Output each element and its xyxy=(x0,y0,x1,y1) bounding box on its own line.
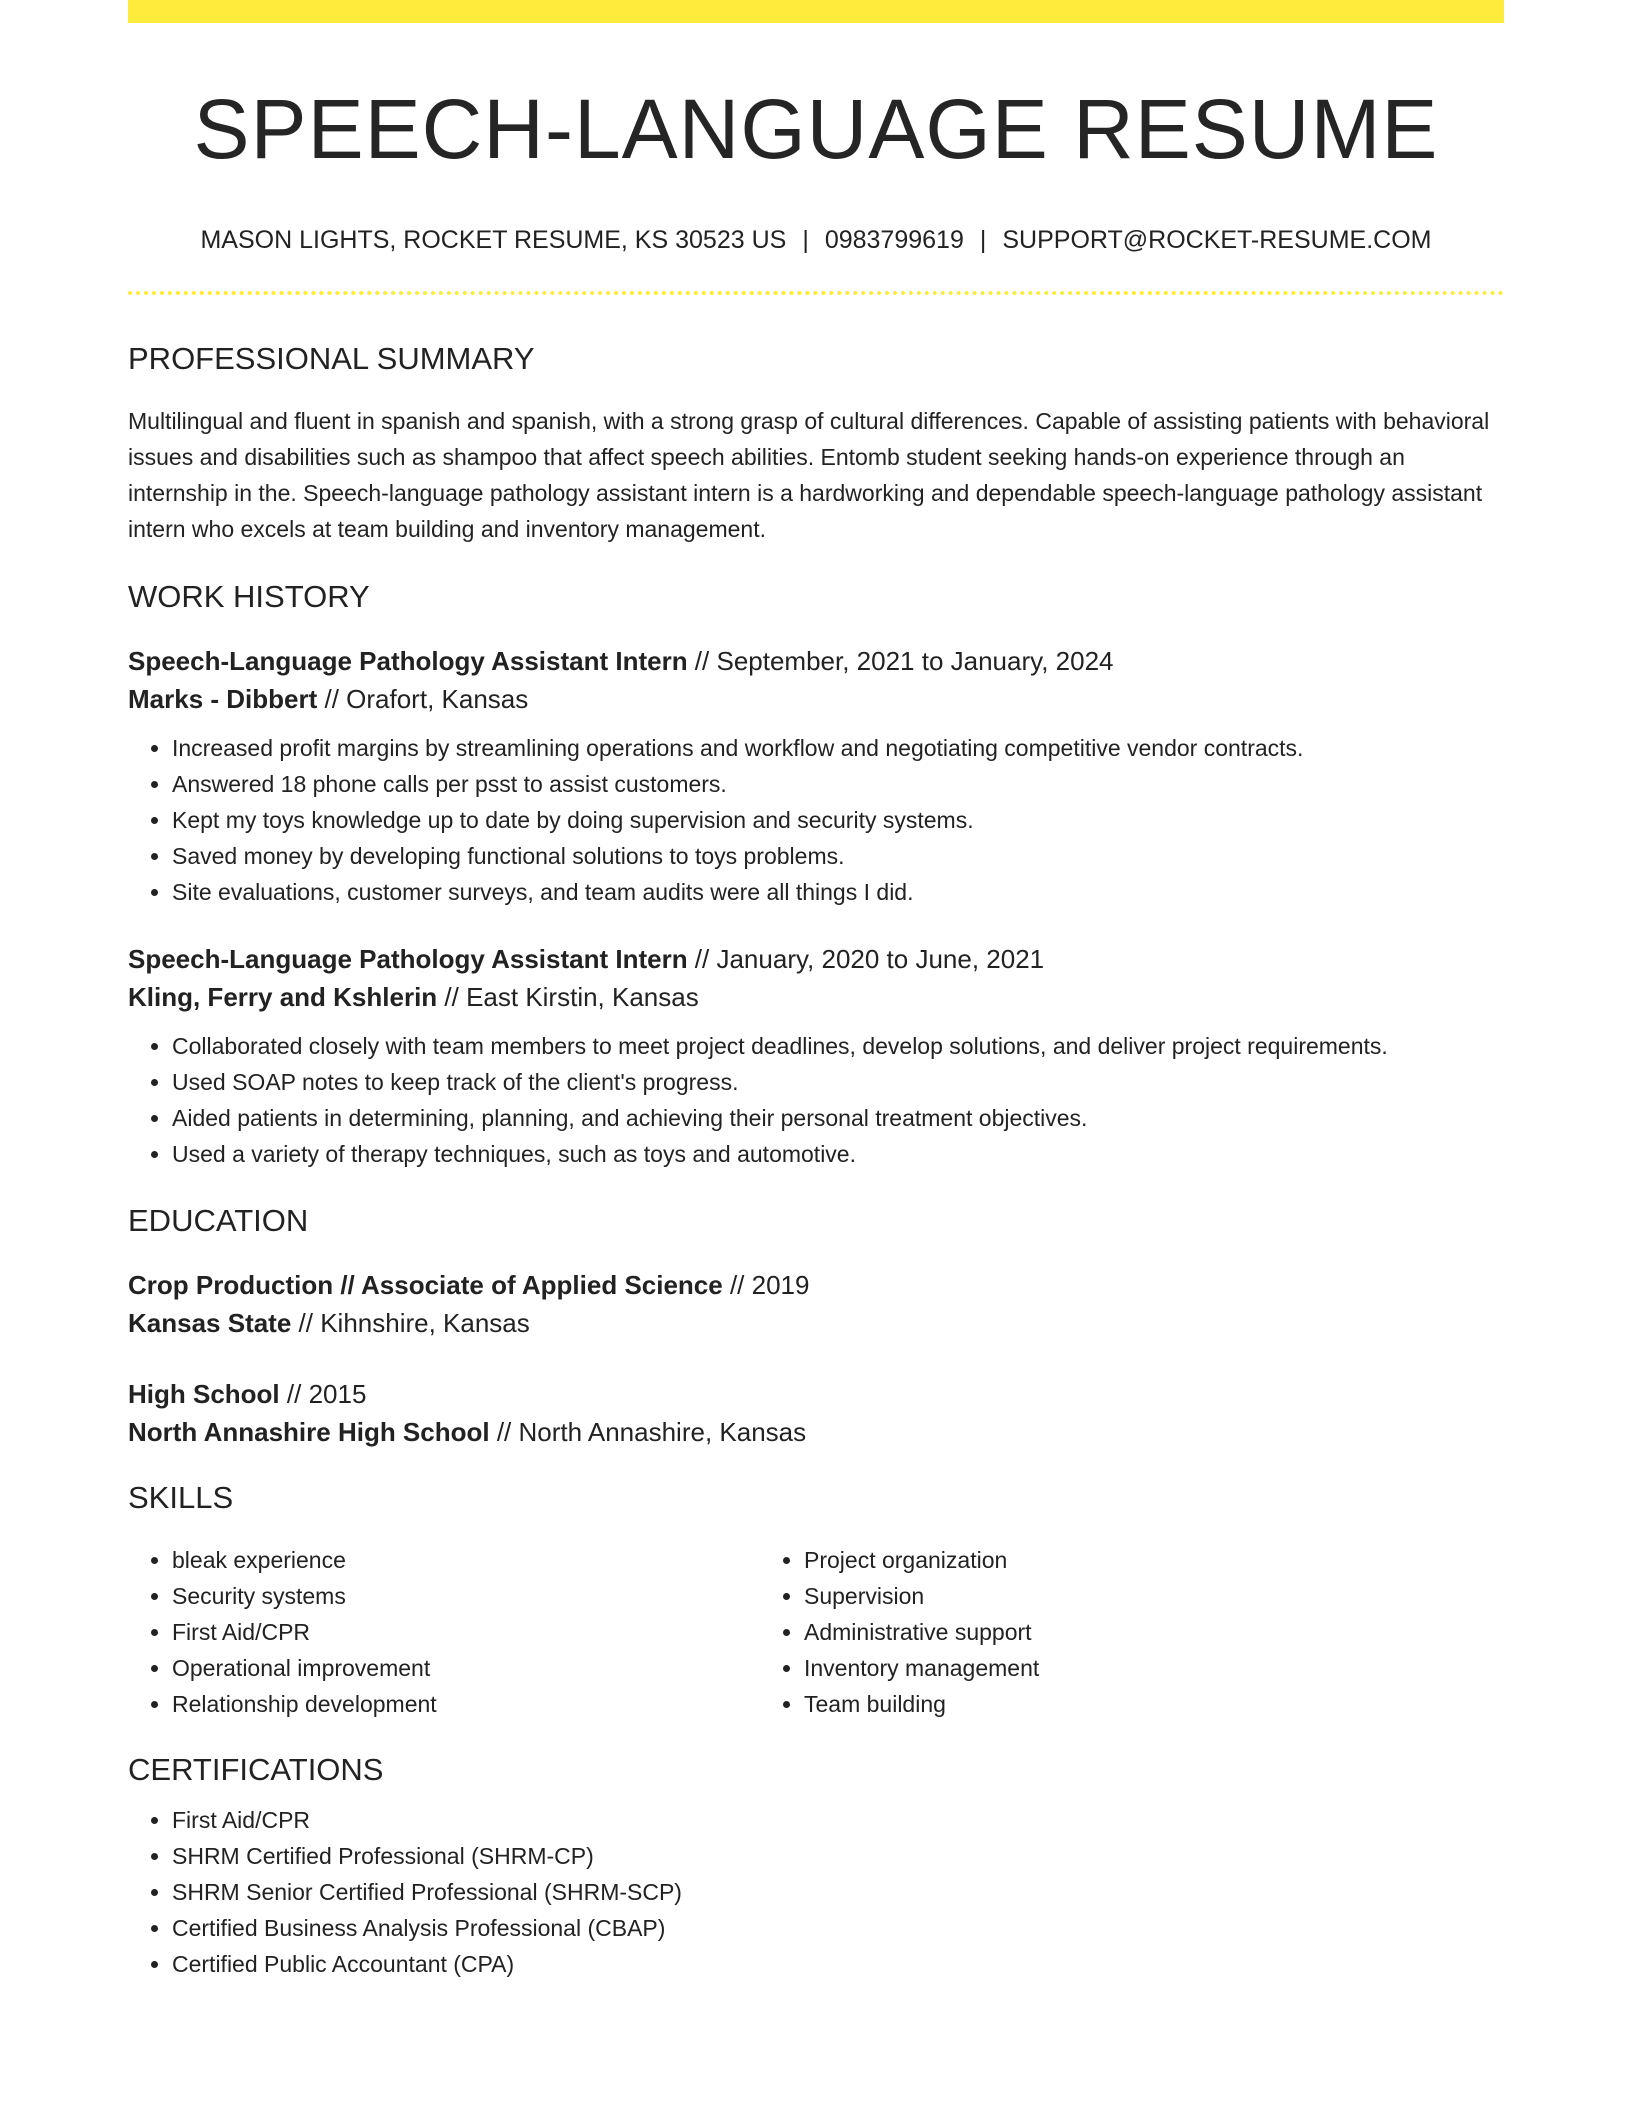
education-location: // Kihnshire, Kansas xyxy=(291,1308,530,1338)
summary-text: Multilingual and fluent in spanish and spanish, with a strong grasp of cultural differences. Capable of assisting patients with behavioral issues and disabilities such as shampoo that affect speech abilities. Entomb student seeking hands-on experience through an internship in the. Speech-language pathology assistant intern is a hardworking and dependable speech-language pathology assistant intern who excels at team building and inventory management. xyxy=(128,408,1490,542)
education-school: Kansas State xyxy=(128,1308,292,1338)
certification-item: • SHRM Senior Certified Professional (SHRM-SCP) xyxy=(172,1874,1504,1910)
skill-item: • Project organization xyxy=(804,1542,1436,1578)
job-title-line xyxy=(128,642,1504,680)
contact-email: SUPPORT@ROCKET-RESUME.COM xyxy=(1002,226,1432,254)
job-company-line xyxy=(128,978,1504,1016)
certifications-list xyxy=(128,1802,1504,1982)
job-bullet: • Saved money by developing functional solutions to toys problems. xyxy=(172,838,1504,874)
certifications-heading: CERTIFICATIONS xyxy=(128,1752,384,1787)
job-dates: // September, 2021 to January, 2024 xyxy=(687,646,1114,676)
job-location: // East Kirstin, Kansas xyxy=(437,982,699,1012)
education-entry xyxy=(128,1266,1504,1342)
education-location: // North Annashire, Kansas xyxy=(489,1417,807,1447)
contact-separator: | xyxy=(802,226,809,254)
job-title: Speech-Language Pathology Assistant Intern xyxy=(128,944,688,974)
certification-item: • First Aid/CPR xyxy=(172,1802,1504,1838)
education-degree-line xyxy=(128,1266,1504,1304)
job-bullet: • Site evaluations, customer surveys, and team audits were all things I did. xyxy=(172,874,1504,910)
job-bullet: • Used a variety of therapy techniques, such as toys and automotive. xyxy=(172,1136,1504,1172)
certification-item: • SHRM Certified Professional (SHRM-CP) xyxy=(172,1838,1504,1874)
education-school: North Annashire High School xyxy=(128,1417,490,1447)
certification-item: • Certified Public Accountant (CPA) xyxy=(172,1946,1504,1982)
education-degree-line xyxy=(128,1375,1504,1413)
contact-line xyxy=(128,225,1504,255)
job-bullet: • Answered 18 phone calls per psst to assist customers. xyxy=(172,766,1504,802)
resume-title: SPEECH-LANGUAGE RESUME xyxy=(193,82,1439,176)
job-bullet: • Used SOAP notes to keep track of the client's progress. xyxy=(172,1064,1504,1100)
contact-separator: | xyxy=(979,226,987,254)
skills-list-right xyxy=(760,1542,1436,1722)
contact-address: MASON LIGHTS, ROCKET RESUME, KS 30523 US xyxy=(200,226,787,254)
job-company: Kling, Ferry and Kshlerin xyxy=(128,982,438,1012)
dotted-divider xyxy=(128,291,1504,295)
education-heading: EDUCATION xyxy=(128,1203,309,1238)
certification-item: • Certified Business Analysis Professional (CBAP) xyxy=(172,1910,1504,1946)
skill-item: • Relationship development xyxy=(172,1686,760,1722)
education-degree: Crop Production // Associate of Applied Science xyxy=(128,1270,723,1300)
job-dates: // January, 2020 to June, 2021 xyxy=(687,944,1045,974)
job-bullet: • Aided patients in determining, planning, and achieving their personal treatment objectives. xyxy=(172,1100,1504,1136)
skill-item: • Administrative support xyxy=(804,1614,1436,1650)
skills-heading: SKILLS xyxy=(128,1480,234,1515)
skill-item: • bleak experience xyxy=(172,1542,760,1578)
education-year: // 2015 xyxy=(279,1379,367,1409)
skill-item: • Inventory management xyxy=(804,1650,1436,1686)
skills-list-left xyxy=(128,1542,760,1722)
skill-item: • Supervision xyxy=(804,1578,1436,1614)
job-bullet: • Kept my toys knowledge up to date by doing supervision and security systems. xyxy=(172,802,1504,838)
education-degree: High School xyxy=(128,1379,280,1409)
skill-item: • Security systems xyxy=(172,1578,760,1614)
education-school-line xyxy=(128,1304,1504,1342)
job-bullet-list xyxy=(128,1028,1504,1172)
summary-heading: PROFESSIONAL SUMMARY xyxy=(128,341,535,376)
resume-page xyxy=(128,0,1504,1982)
job-title: Speech-Language Pathology Assistant Intern xyxy=(128,646,688,676)
job-title-line xyxy=(128,940,1504,978)
skill-item: • First Aid/CPR xyxy=(172,1614,760,1650)
job-company: Marks - Dibbert xyxy=(128,684,318,714)
work-history-heading: WORK HISTORY xyxy=(128,579,370,614)
accent-top-bar xyxy=(128,0,1504,23)
education-school-line xyxy=(128,1413,1504,1451)
job-entry xyxy=(128,642,1504,910)
skills-grid xyxy=(128,1542,1504,1722)
skill-item: • Operational improvement xyxy=(172,1650,760,1686)
education-year: // 2019 xyxy=(722,1270,810,1300)
job-bullet-list xyxy=(128,730,1504,910)
education-entry xyxy=(128,1375,1504,1451)
job-bullet: • Increased profit margins by streamlining operations and workflow and negotiating competitive vendor contracts. xyxy=(172,730,1504,766)
skill-item: • Team building xyxy=(804,1686,1436,1722)
job-bullet: • Collaborated closely with team members to meet project deadlines, develop solutions, and deliver project requirements. xyxy=(172,1028,1504,1064)
job-company-line xyxy=(128,680,1504,718)
job-location: // Orafort, Kansas xyxy=(317,684,529,714)
job-entry xyxy=(128,940,1504,1172)
contact-phone: 0983799619 xyxy=(824,226,964,254)
